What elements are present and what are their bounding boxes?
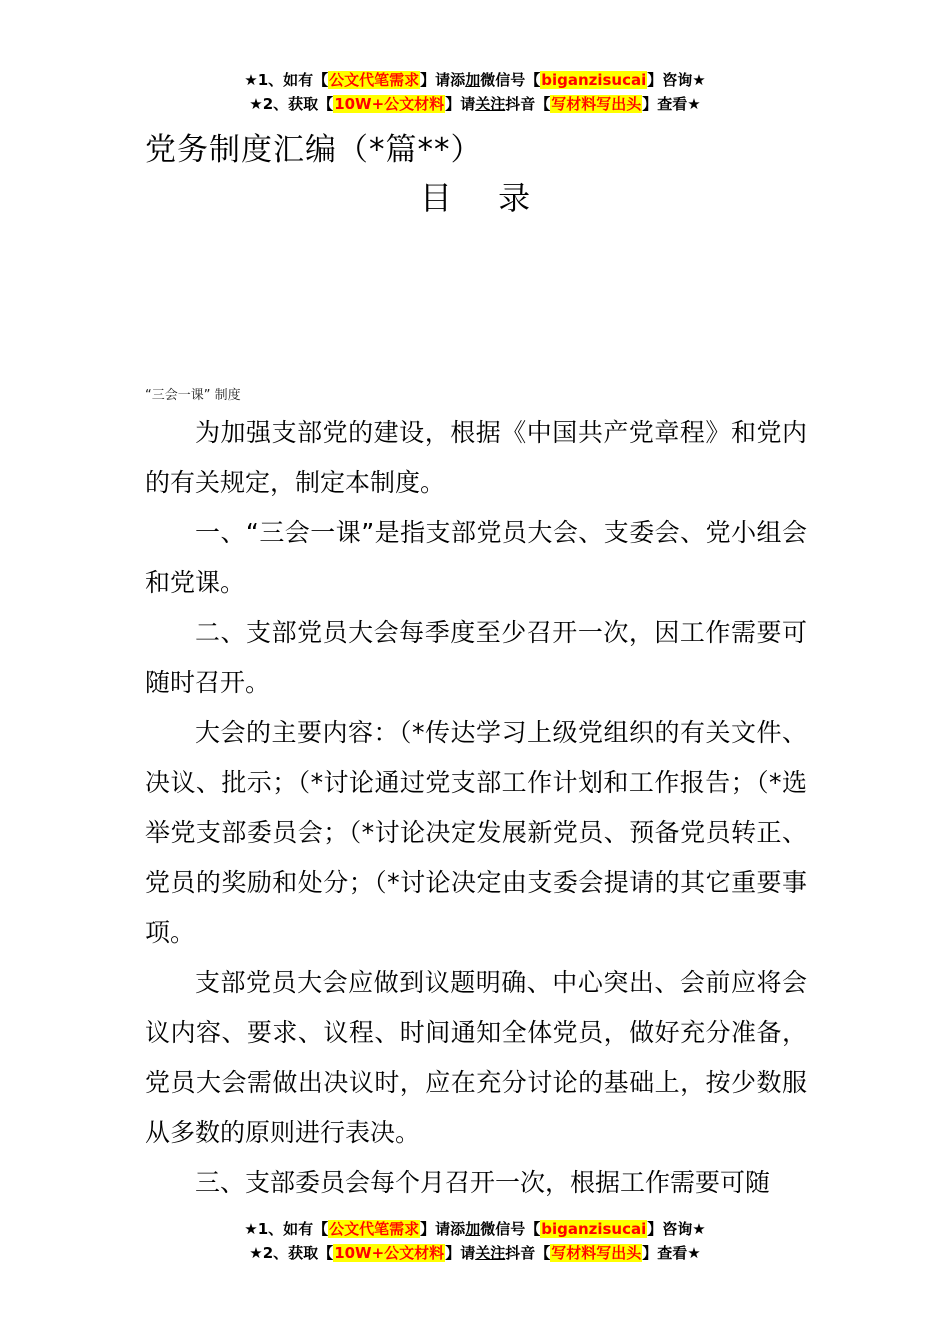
highlight-service: 公文代笔需求 [329,71,420,89]
body-paragraph: 三、支部委员会每个月召开一次，根据工作需要可随 [195,1168,771,1197]
promo-text: 】查看★ [642,95,701,113]
promo-text: 】查看★ [642,1244,701,1262]
promo-underlined-text: 关注 [475,1244,506,1262]
toc-heading: 目 录 [419,179,549,217]
body-paragraph: 大会的主要内容：（*传达学习上级党组织的有关文件、决议、批示；（*讨论通过党支部工作计划和工作报告；（*选举党支部委员会；（*讨论决定发展新党员、预备党员转正、党员的奖励和处分；（*讨论决定由支委会提请的其它重要事项。 [145,718,807,947]
highlight-materials: 10W+公文材料 [334,95,445,113]
promo-banner-top [0,68,950,116]
promo-line-1 [0,1217,950,1241]
promo-text: 】咨询★ [647,1220,706,1238]
body-paragraph: 一、“三会一课”是指支部党员大会、支委会、党小组会和党课。 [145,518,807,597]
highlight-douyin-account: 写材料写出头 [551,1244,642,1262]
highlight-wechat-id: biganzisucai [541,1220,647,1238]
body-paragraph: 支部党员大会应做到议题明确、中心突出、会前应将会议内容、要求、议程、时间通知全体党员，做好充分准备，党员大会需做出决议时，应在充分讨论的基础上，按少数服从多数的原则进行表决。 [145,968,807,1147]
promo-text: 】请添 [420,1220,466,1238]
highlight-service: 公文代笔需求 [329,1220,420,1238]
body-paragraph: 为加强支部党的建设，根据《中国共产党章程》和党内的有关规定，制定本制度。 [145,418,807,497]
promo-line-2 [0,1241,950,1265]
promo-text: 】咨询★ [647,71,706,89]
highlight-materials: 10W+公文材料 [334,1244,445,1262]
document-body [145,408,807,1208]
promo-line-1 [0,68,950,92]
promo-text: ★2、获取【 [249,95,334,113]
promo-text: ★2、获取【 [249,1244,334,1262]
promo-text: ★1、如有【 [244,1220,329,1238]
highlight-douyin-account: 写材料写出头 [551,95,642,113]
toc-entry[interactable]: “三会一课” 制度 [145,388,241,403]
promo-text: 】请 [445,1244,476,1262]
promo-underlined-text: 加 [465,71,481,89]
highlight-wechat-id: biganzisucai [541,71,647,89]
promo-text: 抖音【 [505,1244,551,1262]
document-title: 党务制度汇编（*篇**） [145,132,483,168]
promo-text: 】请添 [420,71,466,89]
promo-underlined-text: 加 [465,1220,481,1238]
promo-text: 微信号【 [480,71,541,89]
promo-banner-bottom [0,1217,950,1265]
promo-text: 抖音【 [505,95,551,113]
promo-underlined-text: 关注 [475,95,506,113]
promo-line-2 [0,92,950,116]
promo-text: ★1、如有【 [244,71,329,89]
promo-text: 微信号【 [480,1220,541,1238]
body-paragraph: 二、支部党员大会每季度至少召开一次，因工作需要可随时召开。 [145,618,807,697]
promo-text: 】请 [445,95,476,113]
